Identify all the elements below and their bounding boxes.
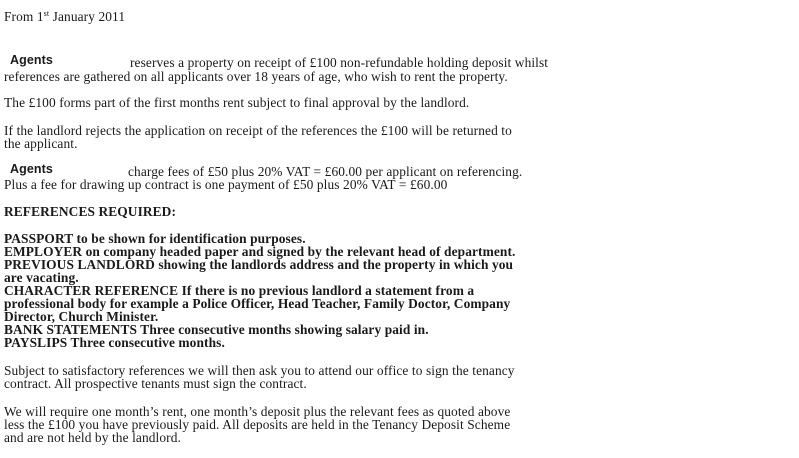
previous-landlord-line-1: PREVIOUS LANDLORD showing the landlords address and the property in which you [4, 257, 514, 272]
reject-line-2: the applicant. [4, 136, 78, 151]
holding-deposit-line-1 [4, 53, 549, 70]
reject-line-1: If the landlord rejects the application on receipt of the references the £100 will be returned to [4, 123, 512, 138]
deposit-line-2: less the £100 you have previously paid. All deposits are held in the Tenancy Deposit Scheme [4, 417, 511, 432]
character-reference-line-2: professional body for example a Police Officer, Head Teacher, Family Doctor, Company [4, 296, 511, 311]
date-suffix: January 2011 [49, 9, 126, 24]
rent-part-line: The £100 forms part of the first months rent subject to final approval by the landlord. [4, 95, 470, 110]
previous-landlord-line-2: are vacating. [4, 270, 79, 285]
bank-statements-line: BANK STATEMENTS Three consecutive months showing salary paid in. [4, 322, 429, 337]
fees-text-1: charge fees of £50 plus 20% VAT = £60.00 per applicant on referencing. [128, 164, 523, 179]
date-ordinal: st [43, 9, 50, 18]
agent-name: Agents [10, 53, 53, 67]
character-reference-line-3: Director, Church Minister. [4, 309, 159, 324]
deposit-line-1: We will require one month’s rent, one month’s deposit plus the relevant fees as quoted above [4, 404, 511, 419]
passport-line: PASSPORT to be shown for identification purposes. [4, 231, 306, 246]
tenancy-line-1: Subject to satisfactory references we will then ask you to attend our office to sign the tenancy [4, 363, 515, 378]
date-line [4, 10, 125, 24]
agent-name: Agents [10, 162, 53, 176]
date-prefix: From 1 [4, 9, 44, 24]
tenancy-line-2: contract. All prospective tenants must sign the contract. [4, 376, 307, 391]
employer-line: EMPLOYER on company headed paper and signed by the relevant head of department. [4, 244, 516, 259]
holding-deposit-line-2: references are gathered on all applicants over 18 years of age, who wish to rent the property. [4, 69, 508, 84]
payslips-line: PAYSLIPS Three consecutive months. [4, 335, 225, 350]
character-reference-line-1: CHARACTER REFERENCE If there is no previous landlord a statement from a [4, 283, 475, 298]
deposit-line-3: and are not held by the landlord. [4, 430, 181, 445]
fees-line-2: Plus a fee for drawing up contract is one payment of £50 plus 20% VAT = £60.00 [4, 177, 448, 192]
references-heading: REFERENCES REQUIRED: [4, 204, 177, 219]
holding-text-1: reserves a property on receipt of £100 non-refundable holding deposit whilst [130, 55, 549, 70]
